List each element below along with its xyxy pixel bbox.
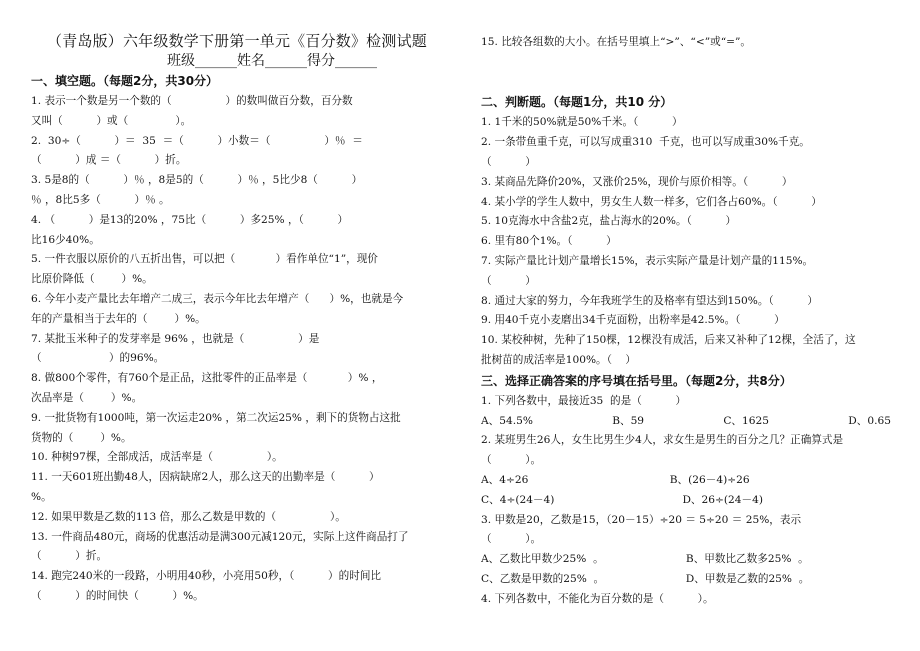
question-line: 6. 里有80个1%。（ ） [481, 235, 617, 248]
question-line: 7. 某批玉米种子的发芽率是 96% ，也就是（ ）是 [31, 332, 320, 345]
question-line: 又叫（ ）或（ ）。 [31, 114, 192, 127]
question-line: 2. 30÷（ ）＝ 35 ＝（ ）小数＝（ ）％ ＝ [31, 134, 363, 147]
question-line: 1. 下列各数中，最接近35 的是（ ） [481, 394, 687, 407]
answer-option: D、0.65 [848, 414, 891, 427]
section-true-false-heading: 二、判断题。（每题1分，共10 分） [481, 95, 673, 110]
answer-option: C、乙数是甲数的25% 。 [481, 572, 605, 585]
answer-option: C、1625 [723, 414, 769, 427]
question-line: 6. 今年小麦产量比去年增产二成三，表示今年比去年增产（ ）%，也就是今 [31, 292, 404, 305]
answer-option: A、4÷26 [481, 473, 529, 486]
question-line: ％ ，8比5多（ ）％ 。 [31, 193, 170, 206]
answer-option: C、4÷(24－4) [481, 493, 555, 506]
answer-options-line [481, 491, 891, 511]
question-line: 8. 通过大家的努力，今年我班学生的及格率有望达到150%。（ ） [481, 294, 818, 307]
question-line: 10. 种树97棵，全部成活，成活率是（ ）。 [31, 451, 283, 464]
multiple-choice-questions [481, 392, 891, 610]
question-line: 13. 一件商品480元，商场的优惠活动是满300元减120元，实际上这件商品打了 [31, 530, 409, 543]
answer-option: B、甲数比乙数多25% 。 [685, 553, 809, 566]
question-line: （ ） [481, 274, 536, 287]
question-line: 5. 10克海水中含盐2克，盐占海水的20%。（ ） [481, 215, 737, 228]
question-line: 1. 表示一个数是另一个数的（ ）的数叫做百分数，百分数 [31, 95, 353, 107]
question-line: 批树苗的成活率是100%。（ ） [481, 353, 636, 366]
question-15-intro: 15. 比较各组数的大小。在括号里填上“>”、“<”或“=”。 [481, 36, 752, 48]
answer-options-line [481, 550, 891, 570]
right-column [481, 33, 891, 610]
student-info-line: 班级______姓名______得分______ [167, 53, 377, 69]
question-line: （ ）。 [481, 454, 542, 467]
question-line: （ ）。 [481, 533, 542, 546]
question-line: 3. 5是8的（ ）％ ，8是5的（ ）％ ，5比少8（ ） [31, 174, 363, 187]
page-title: （青岛版）六年级数学下册第一单元《百分数》检测试题 [46, 32, 427, 50]
question-line: 5. 一件衣服以原价的八五折出售，可以把（ ）看作单位“1”，现价 [31, 253, 378, 266]
question-line: 11. 一天601班出勤48人，因病缺席2人，那么这天的出勤率是（ ） [31, 471, 380, 484]
question-line: 2. 某班男生26人，女生比男生少4人，求女生是男生的百分之几？正确算式是 [481, 434, 844, 447]
answer-options-line [481, 570, 891, 590]
question-line: 14. 跑完240米的一段路，小明用40秒，小亮用50秒，（ ）的时间比 [31, 570, 382, 583]
answer-options-line [481, 471, 891, 491]
answer-option: B、59 [612, 414, 645, 427]
question-line: 9. 用40千克小麦磨出34千克面粉，出粉率是42.5%。（ ） [481, 314, 785, 327]
question-line: 货物的（ ）%。 [31, 431, 132, 444]
question-line: 12. 如果甲数是乙数的113 倍，那么乙数是甲数的（ ）。 [31, 510, 346, 523]
question-line: 年的产量相当于去年的（ ）%。 [31, 312, 206, 325]
fill-in-questions [31, 92, 443, 607]
section-fill-in-heading: 一、填空题。（每题2分，共30分） [31, 74, 219, 88]
answer-option: A、乙数比甲数少25% 。 [481, 553, 604, 566]
question-line: 次品率是（ ）%。 [31, 391, 143, 404]
question-line: 比16少40%。 [31, 233, 100, 246]
answer-option: A、54.5% [481, 414, 533, 427]
question-line: （ ）的时间快（ ）%。 [31, 589, 204, 602]
true-false-questions [481, 113, 891, 370]
question-line: 4. 某小学的学生人数中，男女生人数一样多，它们各占60%。（ ） [481, 195, 822, 208]
question-line: 9. 一批货物有1000吨，第一次运走20% ，第二次运25% ，剩下的货物占这批 [31, 411, 401, 424]
question-15-row-2 [481, 73, 891, 93]
answer-option: D、26÷(24－4) [682, 493, 763, 506]
question-line: 比原价降低（ ）%。 [31, 273, 153, 286]
question-line: 3. 甲数是20，乙数是15，（20－15）÷20 ＝ 5÷20 ＝ 25%，表示 [481, 513, 802, 526]
question-line: 10. 某校种树，先种了150棵，12棵没有成活，后来又补种了12棵，全活了，这 [481, 334, 856, 347]
question-line: 7. 实际产量比计划产量增长15%，表示实际产量是计划产量的115%。 [481, 254, 814, 267]
question-line: （ ）成 ＝（ ）折。 [31, 154, 187, 167]
left-column [31, 32, 443, 607]
question-15-row-1 [481, 53, 891, 73]
question-line: 4. 下列各数中，不能化为百分数的是（ ）。 [481, 592, 714, 605]
section-multiple-choice-heading: 三、选择正确答案的序号填在括号里。（每题2分，共8分） [481, 373, 792, 388]
answer-option: D、甲数是乙数的25% 。 [685, 572, 810, 585]
answer-option: B、(26－4)÷26 [669, 473, 750, 486]
answer-options-line [481, 412, 891, 432]
question-line: 4. （ ）是13的20% ，75比（ ）多25% ，（ ） [31, 213, 349, 226]
question-line: 1. 1千米的50%就是50%千米。（ ） [481, 116, 683, 129]
question-line: 3. 某商品先降价20%，又涨价25%，现价与原价相等。（ ） [481, 175, 793, 188]
question-line: （ ） [481, 155, 536, 168]
question-line: （ ）折。 [31, 550, 108, 563]
question-line: 2. 一条带鱼重千克，可以写成重310 千克，也可以写成重30%千克。 [481, 136, 810, 149]
question-line: （ ）的96%。 [31, 352, 165, 365]
question-line: %。 [31, 490, 52, 503]
question-line: 8. 做800个零件，有760个是正品，这批零件的正品率是（ ）% ， [31, 372, 383, 385]
